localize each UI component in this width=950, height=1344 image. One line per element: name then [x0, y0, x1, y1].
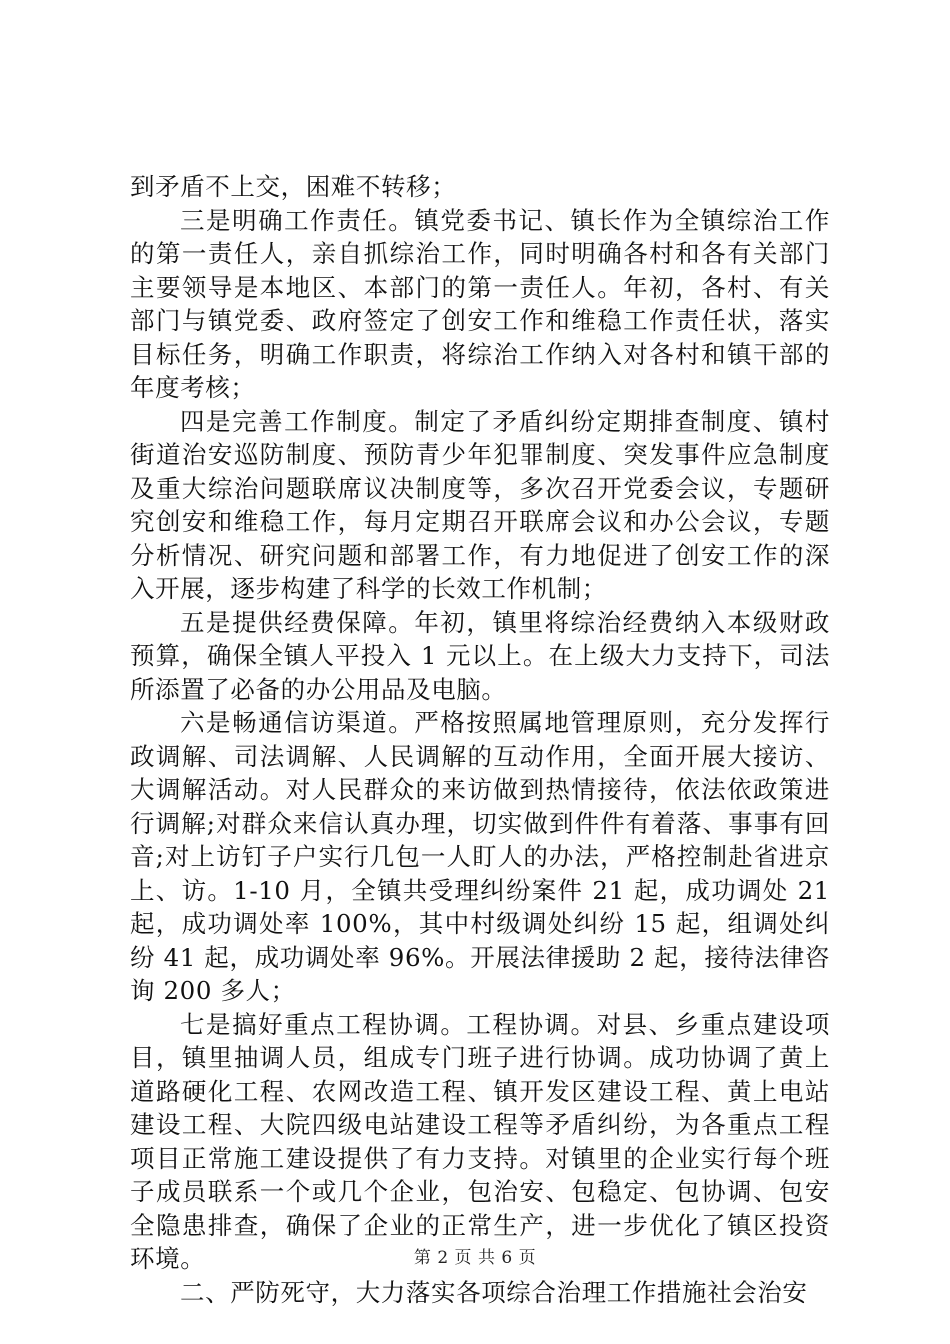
paragraph-3: 四是完善工作制度。制定了矛盾纠纷定期排查制度、镇村街道治安巡防制度、预防青少年犯罪制度、突发事件应急制度及重大综治问题联席议决制度等，多次召开党委会议，专题研究创安和维稳工作，每月定期召开联席会议和办公会议，专题分析情况、研究问题和部署工作，有力地促进了创安工作的深入开展，逐步构建了科学的长效工作机制； [130, 406, 830, 603]
paragraph-1: 到矛盾不上交，困难不转移； [130, 172, 457, 201]
paragraph-6: 七是搞好重点工程协调。工程协调。对县、乡重点建设项目，镇里抽调人员，组成专门班子进行协调。成功协调了黄上道路硬化工程、农网改造工程、镇开发区建设工程、黄上电站建设工程、大院四级电站建设工程等矛盾纠纷，为各重点工程项目正常施工建设提供了有力支持。对镇里的企业实行每个班子成员联系一个或几个企业，包治安、包稳定、包协调、包安全隐患排查，确保了企业的正常生产，进一步优化了镇区投资环境。 [130, 1009, 830, 1273]
paragraph-5: 六是畅通信访渠道。严格按照属地管理原则，充分发挥行政调解、司法调解、人民调解的互动作用，全面开展大接访、大调解活动。对人民群众的来访做到热情接待，依法依政策进行调解;对群众来信认真办理，切实做到件件有着落、事事有回音;对上访钉子户实行几包一人盯人的办法，严格控制赴省进京上、访。1-10 月，全镇共受理纠纷案件 21 起，成功调处 21 起，成功调处率 100%，其中村级调处纠纷 15 起，组调处纠纷 41 起，成功调处率 96%。开展法律援助 2 起，接待法律咨询 200 多人； [130, 708, 830, 1005]
paragraph-2: 三是明确工作责任。镇党委书记、镇长作为全镇综治工作的第一责任人，亲自抓综治工作，同时明确各村和各有关部门主要领导是本地区、本部门的第一责任人。年初，各村、有关部门与镇党委、政府签定了创安工作和维稳工作责任状，落实目标任务，明确工作职责，将综治工作纳入对各村和镇干部的年度考核； [130, 205, 830, 402]
page-footer: 第 2 页 共 6 页 [413, 1248, 537, 1268]
paragraph-4: 五是提供经费保障。年初，镇里将综治经费纳入本级财政预算，确保全镇人平投入 1 元以上。在上级大力支持下，司法所添置了必备的办公用品及电脑。 [130, 607, 830, 704]
paragraph-7: 二、严防死守，大力落实各项综合治理工作措施社会治安 [180, 1277, 808, 1307]
document-body [130, 170, 830, 1309]
